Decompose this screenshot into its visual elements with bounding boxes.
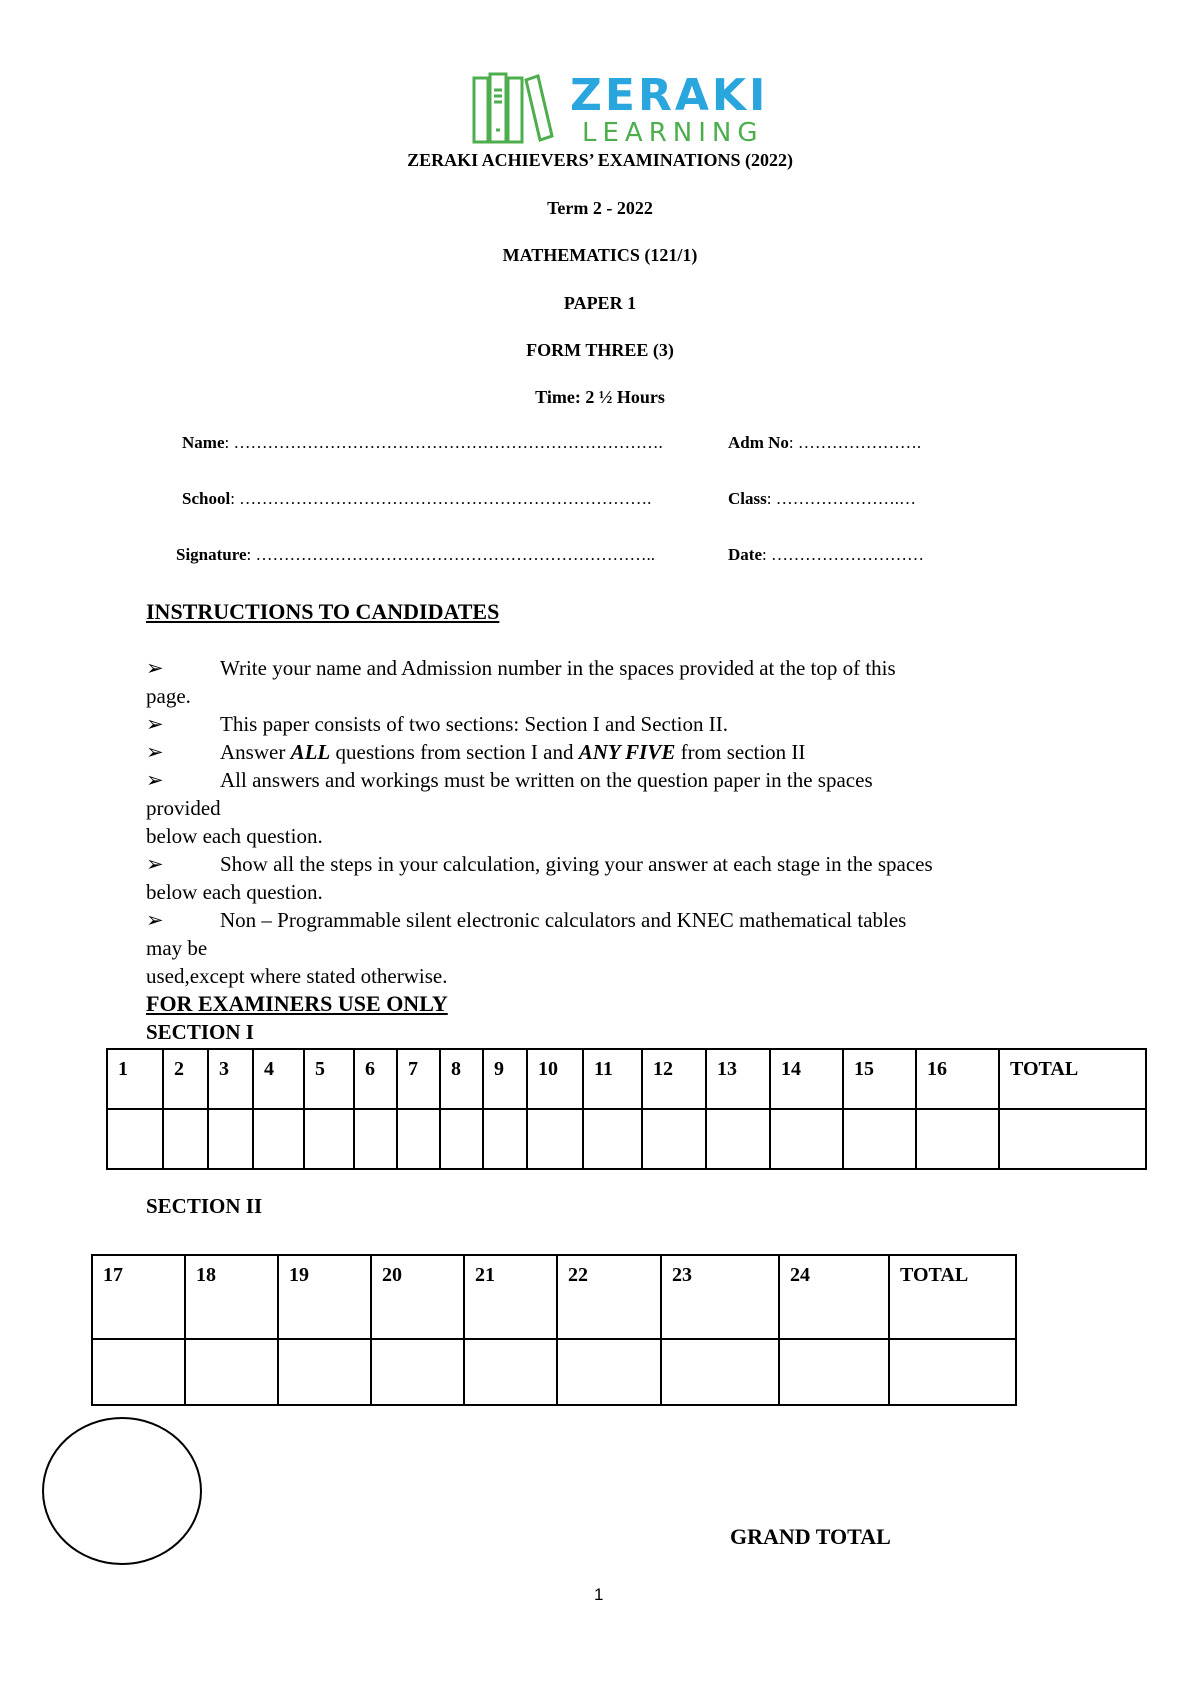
score-column-header: 14 bbox=[770, 1049, 843, 1109]
score-column-header: 5 bbox=[304, 1049, 354, 1109]
score-cell[interactable] bbox=[779, 1339, 889, 1405]
score-cell[interactable] bbox=[770, 1109, 843, 1169]
score-column-header: 23 bbox=[661, 1255, 779, 1339]
arrow-bullet-icon: ➢ bbox=[146, 768, 164, 792]
score-cell[interactable] bbox=[185, 1339, 278, 1405]
arrow-bullet-icon: ➢ bbox=[146, 656, 164, 680]
score-cell[interactable] bbox=[999, 1109, 1146, 1169]
section2-score-table bbox=[91, 1254, 1017, 1406]
instruction-item: ➢ Show all the steps in your calculation, giving your answer at each stage in the spaces below each question. bbox=[146, 852, 933, 904]
section2-header-row bbox=[92, 1255, 1016, 1339]
logo-sub: LEARNING bbox=[582, 118, 764, 148]
score-cell[interactable] bbox=[253, 1109, 304, 1169]
zeraki-logo bbox=[470, 70, 770, 150]
score-cell[interactable] bbox=[163, 1109, 208, 1169]
score-column-header: 12 bbox=[642, 1049, 706, 1109]
signature-field[interactable] bbox=[176, 545, 655, 565]
score-cell[interactable] bbox=[916, 1109, 999, 1169]
score-cell[interactable] bbox=[397, 1109, 440, 1169]
arrow-bullet-icon: ➢ bbox=[146, 908, 164, 932]
exam-term: Term 2 - 2022 bbox=[547, 198, 653, 218]
score-cell[interactable] bbox=[583, 1109, 642, 1169]
instructions-heading: INSTRUCTIONS TO CANDIDATES bbox=[146, 599, 500, 624]
score-column-header: 17 bbox=[92, 1255, 185, 1339]
score-column-header: 8 bbox=[440, 1049, 483, 1109]
signature-dots: : …………………………………………………………….. bbox=[246, 545, 656, 564]
adm-no-field[interactable] bbox=[728, 433, 921, 453]
score-column-header: 22 bbox=[557, 1255, 661, 1339]
instruction-item: ➢ Answer ALL questions from section I and ANY FIVE from section II bbox=[146, 740, 806, 764]
arrow-bullet-icon: ➢ bbox=[146, 712, 164, 736]
score-column-header: 10 bbox=[527, 1049, 583, 1109]
class-label: Class bbox=[728, 489, 767, 508]
logo-brand: ZERAKI bbox=[570, 70, 769, 121]
score-column-header: 11 bbox=[583, 1049, 642, 1109]
class-field[interactable] bbox=[728, 489, 916, 509]
name-dots: : …………………………………………………………………. bbox=[224, 433, 663, 452]
date-label: Date bbox=[728, 545, 762, 564]
name-label: Name bbox=[182, 433, 225, 452]
score-column-header: 15 bbox=[843, 1049, 916, 1109]
score-cell[interactable] bbox=[527, 1109, 583, 1169]
instruction-item: ➢ Write your name and Admission number in the spaces provided at the top of this page. bbox=[146, 656, 896, 708]
score-cell[interactable] bbox=[642, 1109, 706, 1169]
score-cell[interactable] bbox=[208, 1109, 253, 1169]
score-cell[interactable] bbox=[661, 1339, 779, 1405]
school-field[interactable] bbox=[182, 489, 651, 509]
exam-time: Time: 2 ½ Hours bbox=[535, 387, 665, 407]
score-cell[interactable] bbox=[354, 1109, 397, 1169]
section2-label: SECTION II bbox=[146, 1194, 263, 1218]
score-cell[interactable] bbox=[371, 1339, 464, 1405]
score-column-header: 13 bbox=[706, 1049, 770, 1109]
score-column-header: 18 bbox=[185, 1255, 278, 1339]
exam-subject: MATHEMATICS (121/1) bbox=[502, 245, 698, 265]
grand-total-label: GRAND TOTAL bbox=[730, 1524, 891, 1549]
score-cell[interactable] bbox=[107, 1109, 163, 1169]
exam-form: FORM THREE (3) bbox=[526, 340, 674, 360]
section1-label: SECTION I bbox=[146, 1020, 254, 1044]
score-cell[interactable] bbox=[843, 1109, 916, 1169]
score-cell[interactable] bbox=[440, 1109, 483, 1169]
signature-label: Signature bbox=[176, 545, 247, 564]
section1-score-table bbox=[106, 1048, 1147, 1170]
adm-no-dots: : …………………. bbox=[788, 433, 922, 452]
grand-total-circle[interactable] bbox=[42, 1417, 202, 1565]
arrow-bullet-icon: ➢ bbox=[146, 740, 164, 764]
score-column-header: 24 bbox=[779, 1255, 889, 1339]
score-cell[interactable] bbox=[304, 1109, 354, 1169]
date-field[interactable] bbox=[728, 545, 924, 565]
score-cell[interactable] bbox=[889, 1339, 1016, 1405]
exam-paper: PAPER 1 bbox=[563, 293, 637, 313]
score-column-header: 21 bbox=[464, 1255, 557, 1339]
exam-title: ZERAKI ACHIEVERS’ EXAMINATIONS (2022) bbox=[407, 150, 793, 170]
score-column-header: 16 bbox=[916, 1049, 999, 1109]
score-cell[interactable] bbox=[92, 1339, 185, 1405]
section1-score-row bbox=[107, 1109, 1146, 1169]
score-cell[interactable] bbox=[464, 1339, 557, 1405]
school-label: School bbox=[182, 489, 231, 508]
examiners-heading: FOR EXAMINERS USE ONLY bbox=[146, 991, 448, 1016]
score-column-header: TOTAL bbox=[889, 1255, 1016, 1339]
score-column-header: TOTAL bbox=[999, 1049, 1146, 1109]
score-cell[interactable] bbox=[483, 1109, 527, 1169]
score-column-header: 20 bbox=[371, 1255, 464, 1339]
section2-score-row bbox=[92, 1339, 1016, 1405]
instruction-item: ➢ All answers and workings must be written on the question paper in the spaces provided below each question. bbox=[146, 768, 873, 848]
score-column-header: 7 bbox=[397, 1049, 440, 1109]
adm-no-label: Adm No bbox=[728, 433, 789, 452]
page-number: 1 bbox=[594, 1585, 604, 1604]
class-dots: : ………………….… bbox=[766, 489, 916, 508]
score-column-header: 2 bbox=[163, 1049, 208, 1109]
instruction-item: ➢ Non – Programmable silent electronic calculators and KNEC mathematical tables may be used,except where stated otherwise. bbox=[146, 908, 907, 988]
score-column-header: 1 bbox=[107, 1049, 163, 1109]
school-dots: : ………………………………………………………………. bbox=[230, 489, 652, 508]
score-cell[interactable] bbox=[706, 1109, 770, 1169]
name-field[interactable] bbox=[182, 433, 663, 453]
section1-header-row bbox=[107, 1049, 1146, 1109]
score-column-header: 9 bbox=[483, 1049, 527, 1109]
score-column-header: 3 bbox=[208, 1049, 253, 1109]
instruction-item: ➢ This paper consists of two sections: Section I and Section II. bbox=[146, 712, 728, 736]
date-dots: : ……………………… bbox=[761, 545, 924, 564]
score-column-header: 4 bbox=[253, 1049, 304, 1109]
score-column-header: 6 bbox=[354, 1049, 397, 1109]
score-column-header: 19 bbox=[278, 1255, 371, 1339]
score-cell[interactable] bbox=[557, 1339, 661, 1405]
arrow-bullet-icon: ➢ bbox=[146, 852, 164, 876]
score-cell[interactable] bbox=[278, 1339, 371, 1405]
